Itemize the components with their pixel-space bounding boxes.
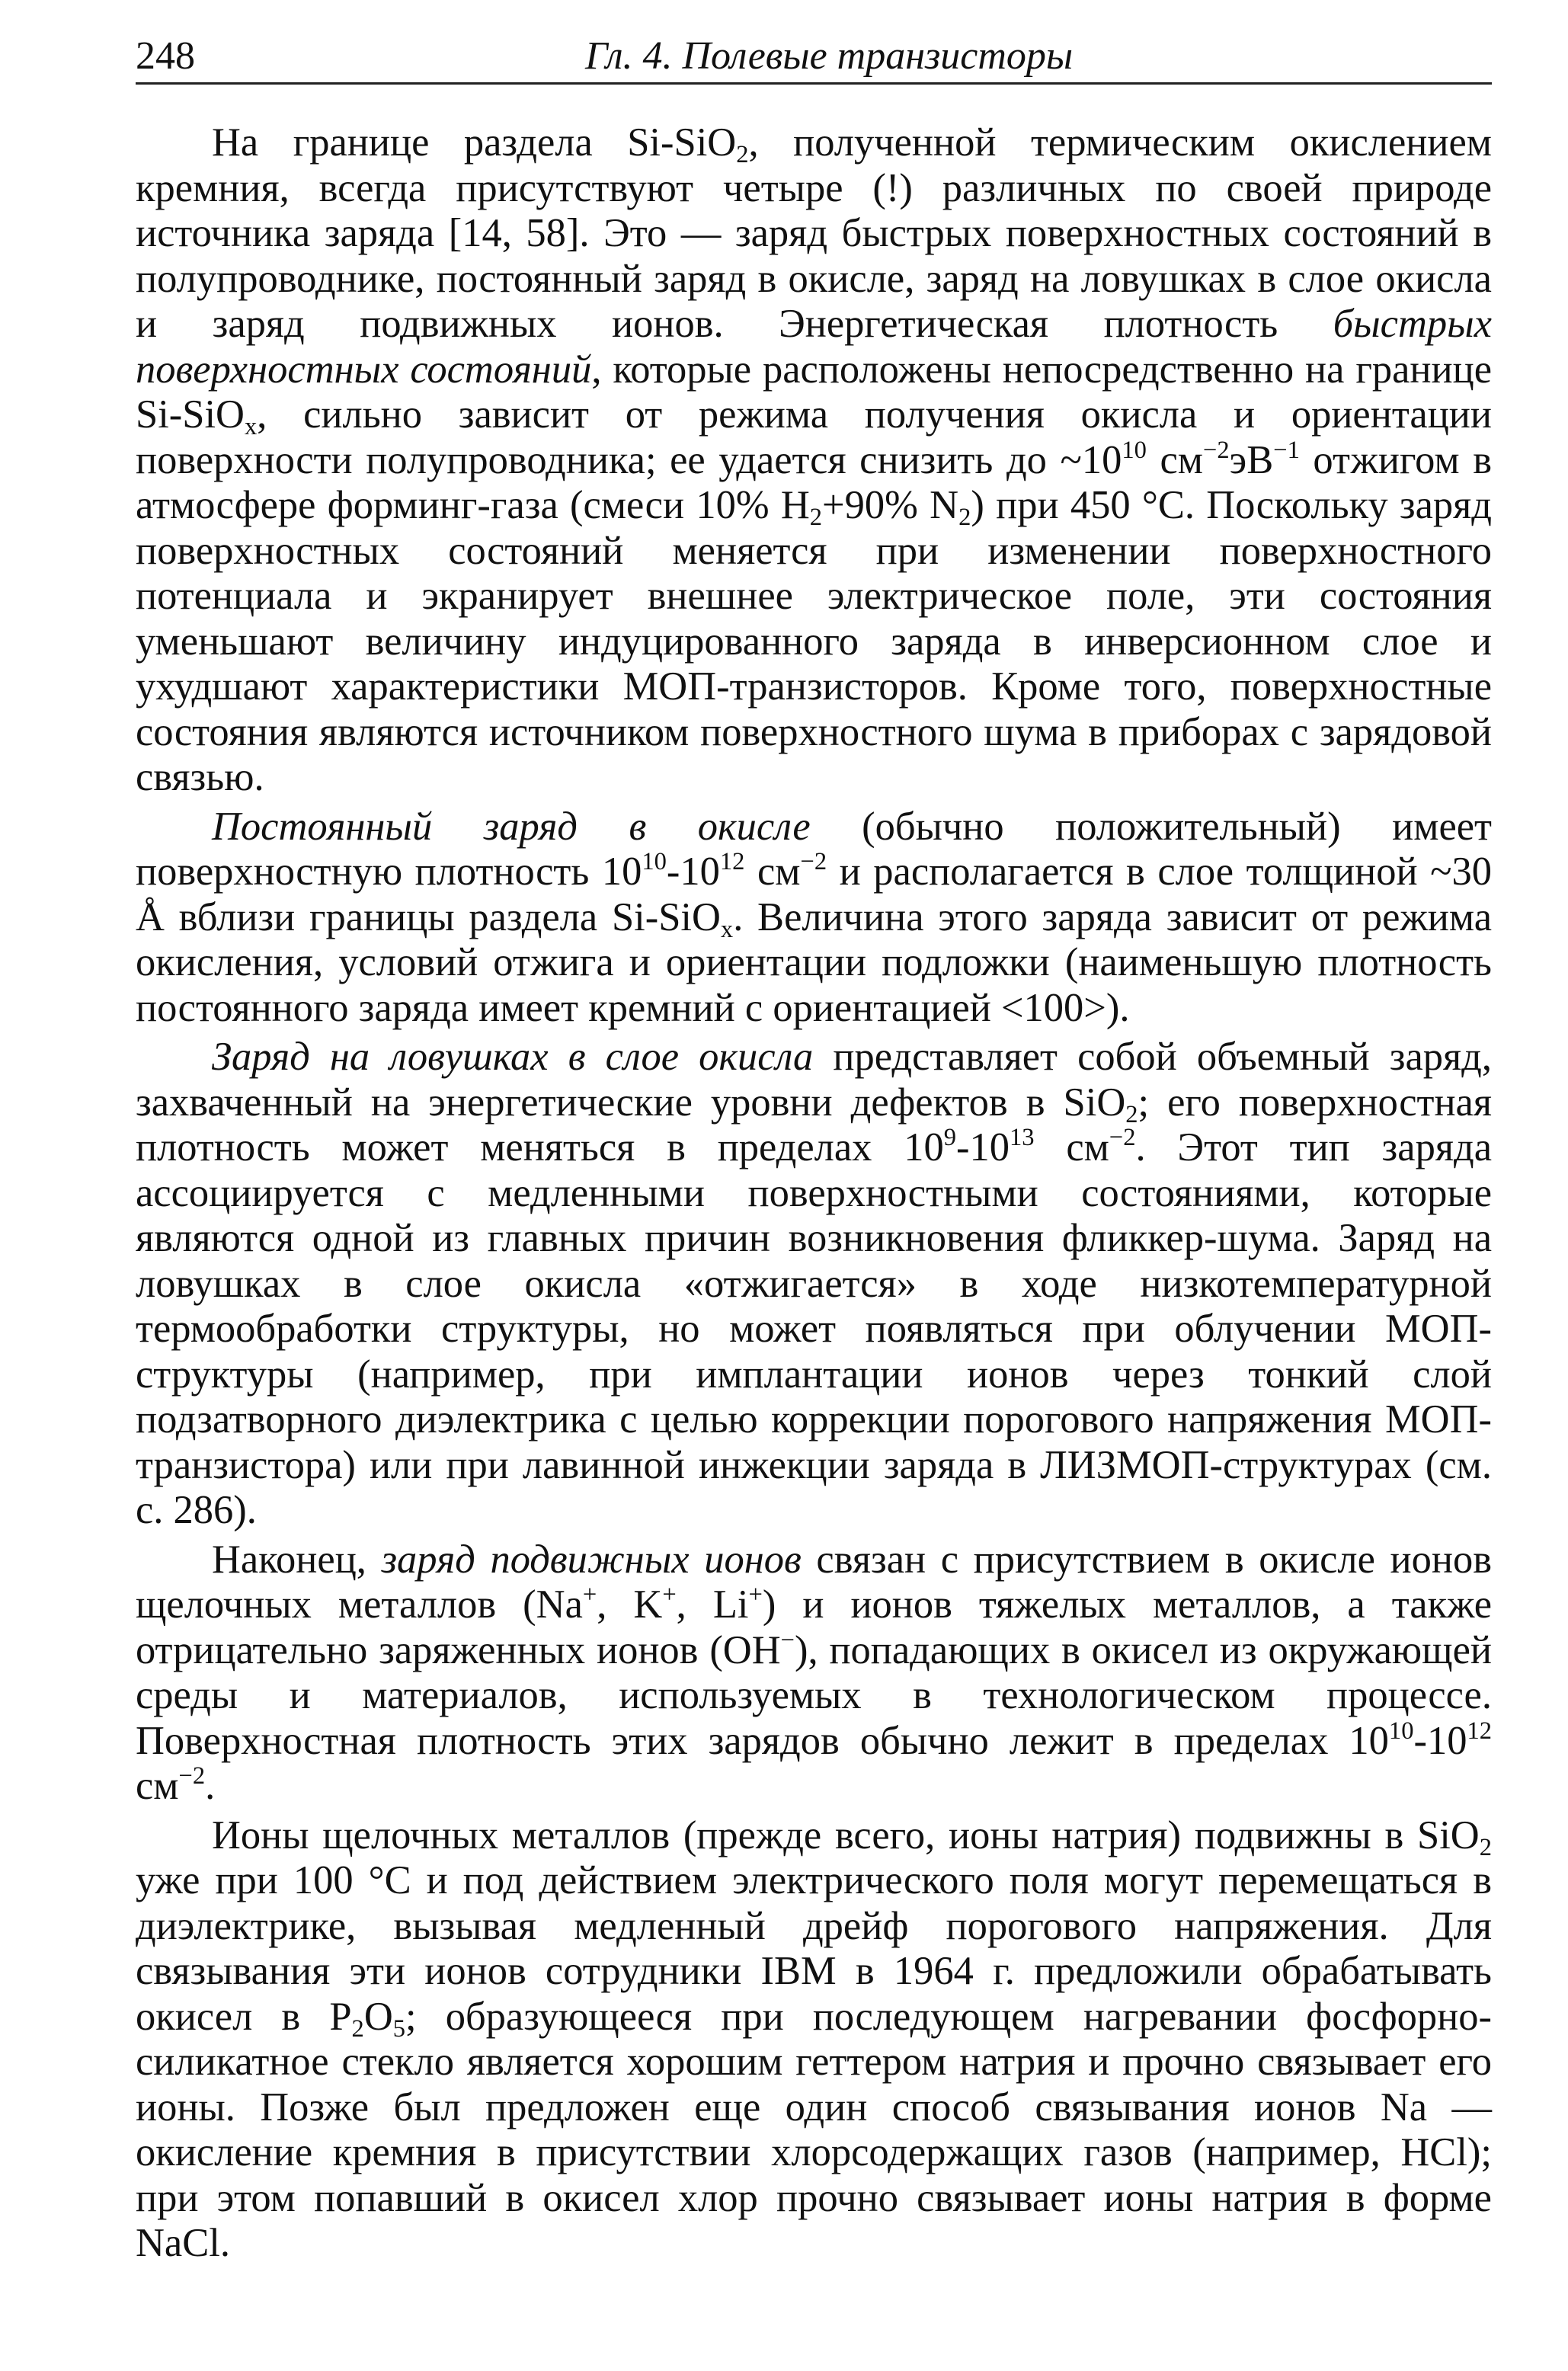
text-run: представляет собой объемный заряд, захваченный на энергетические уровни дефектов в SiO xyxy=(136,1035,1493,1125)
text-run: , полученной термическим окислением кремния, всегда присутствуют четыре (!) различных по своей природе источника заряда [14, 58]. Это — заряд быстрых поверхностных состояний в полупроводнике, постоянный заряд в окисле, заряд на ловушках в слое окисла и заряд подвижных ионов. Энергетическая плотность xyxy=(136,120,1492,346)
text-run: ) при 450 °C. Поскольку заряд поверхностных состояний меняется при изменении поверхностного потенциала и экранирует внешнее электрическое поле, эти состояния уменьшают величину индуцированного заряда в инверсионном слое и ухудшают характеристики МОП-транзисторов. Кроме того, поверхностные состояния являются источником поверхностного шума в приборах с зарядовой связью. xyxy=(136,483,1492,799)
paragraph-oxide-trapped-charge xyxy=(136,1035,1492,1534)
body-text xyxy=(136,120,1492,2270)
superscript: 10 xyxy=(642,847,667,875)
text-run: см xyxy=(744,850,801,894)
italic-term: быстрых поверхностных состояний xyxy=(136,302,1492,392)
text-run: . xyxy=(205,1764,216,1808)
superscript: + xyxy=(748,1580,763,1608)
text-run: уже при 100 °C и под действием электрического поля могут перемещаться в диэлектрике, вызывая медленный дрейф порогового напряжения. Для связывания эти ионов сотрудники IBM в 1964 г. предложили обрабатывать окисел в P xyxy=(136,1858,1492,2039)
superscript: −2 xyxy=(1203,436,1230,464)
text-run: ; образующееся при последующем нагревании фосфорно-силикатное стекло является хорошим геттером натрия и прочно связывает его ионы. Позже был предложен еще один способ связывания ионов Na — окисление кремния в присутствии хлорсодержащих газов (например, HCl); при этом попавший в окисел хлор прочно связывает ионы натрия в форме NaCl. xyxy=(136,1994,1492,2265)
subscript: x xyxy=(244,413,258,441)
paragraph-mobile-ion-charge xyxy=(136,1537,1492,1809)
paragraph-surface-states xyxy=(136,120,1492,801)
text-run: см xyxy=(136,1764,179,1808)
subscript: 2 xyxy=(958,504,971,532)
subscript: 2 xyxy=(1479,1833,1492,1861)
subscript: 5 xyxy=(392,2014,406,2043)
superscript: 12 xyxy=(1467,1717,1492,1745)
text-run: (обычно положительный) имеет поверхностную плотность 10 xyxy=(136,804,1492,894)
text-run: На границе раздела Si-SiO xyxy=(212,120,737,165)
italic-term: заряд подвижных ионов xyxy=(381,1537,802,1582)
superscript: −2 xyxy=(1109,1123,1136,1151)
text-run: , K xyxy=(597,1582,663,1627)
paragraph-fixed-oxide-charge xyxy=(136,805,1492,1032)
superscript: −2 xyxy=(800,847,827,875)
superscript: + xyxy=(662,1580,677,1608)
superscript: 13 xyxy=(1009,1123,1035,1151)
running-title: Гл. 4. Полевые транзисторы xyxy=(585,34,1074,78)
paragraph-alkali-ions xyxy=(136,1813,1492,2267)
text-run: отжигом в атмосфере форминг-газа (смеси 10% H xyxy=(136,437,1492,527)
superscript: 10 xyxy=(1122,436,1147,464)
subscript: 2 xyxy=(736,141,749,169)
text-run: -10 xyxy=(1413,1718,1467,1763)
italic-term: Постоянный заряд в окисле xyxy=(212,804,811,849)
subscript: x xyxy=(720,915,734,943)
text-run: ), попадающих в окисел из окружающей среды и материалов, используемых в технологическом процессе. Поверхностная плотность этих зарядов обычно лежит в пределах 10 xyxy=(136,1627,1492,1763)
text-run: -10 xyxy=(666,850,720,894)
text-run: . Величина этого заряда зависит от режима окисления, условий отжига и ориентации подложки (наименьшую плотность постоянного заряда имеет кремний с ориентацией <100>). xyxy=(136,894,1493,1030)
text-run: см xyxy=(1034,1125,1109,1170)
text-run: -10 xyxy=(956,1125,1010,1170)
superscript: −2 xyxy=(178,1761,206,1790)
superscript: − xyxy=(780,1626,795,1654)
superscript: −1 xyxy=(1273,436,1300,464)
text-run: . Этот тип заряда ассоциируется с медленными поверхностными состояниями, которые являются одной из главных причин возникновения фликкер-шума. Заряд на ловушках в слое окисла «отжигается» в ходе низкотемпературной термообработки структуры, но может появляться при облучении МОП-структуры (например, при имплантации ионов через тонкий слой подзатворного диэлектрика с целью коррекции порогового напряжения МОП-транзистора) или при лавинной инжекции заряда в ЛИЗМОП-структурах (см. с. 286). xyxy=(136,1125,1493,1532)
page-header xyxy=(136,32,1492,81)
superscript: + xyxy=(582,1580,597,1608)
subscript: 2 xyxy=(1125,1100,1138,1128)
text-run: , которые расположены непосредственно на границе Si-SiO xyxy=(136,347,1492,437)
superscript: 9 xyxy=(943,1123,956,1151)
text-run: Наконец, xyxy=(212,1537,382,1582)
text-run: и располагается в слое толщиной ~30 Å вблизи границы раздела Si-SiO xyxy=(136,850,1493,939)
italic-term: Заряд на ловушках в слое окисла xyxy=(212,1035,814,1079)
superscript: 10 xyxy=(1388,1717,1414,1745)
subscript: 2 xyxy=(351,2014,364,2043)
text-run: ; его поверхностная плотность может меняться в пределах 10 xyxy=(136,1080,1492,1170)
text-run: Ионы щелочных металлов (прежде всего, ионы натрия) подвижны в SiO xyxy=(212,1813,1480,1857)
text-run: O xyxy=(363,1994,393,2039)
superscript: 12 xyxy=(719,847,745,875)
text-run: +90% N xyxy=(822,483,959,527)
text-run: ) и ионов тяжелых металлов, а также отрицательно заряженных ионов (OH xyxy=(136,1582,1492,1672)
text-run: см xyxy=(1146,437,1204,482)
page-number: 248 xyxy=(136,34,195,78)
text-run: , Li xyxy=(676,1582,749,1627)
text-run: , сильно зависит от режима получения окисла и ориентации поверхности полупроводника; ее удается снизить до ~10 xyxy=(136,392,1492,482)
text-run: эВ xyxy=(1229,437,1274,482)
subscript: 2 xyxy=(809,504,823,532)
header-rule xyxy=(136,82,1492,85)
text-run: связан с присутствием в окисле ионов щелочных металлов (Na xyxy=(136,1537,1492,1627)
